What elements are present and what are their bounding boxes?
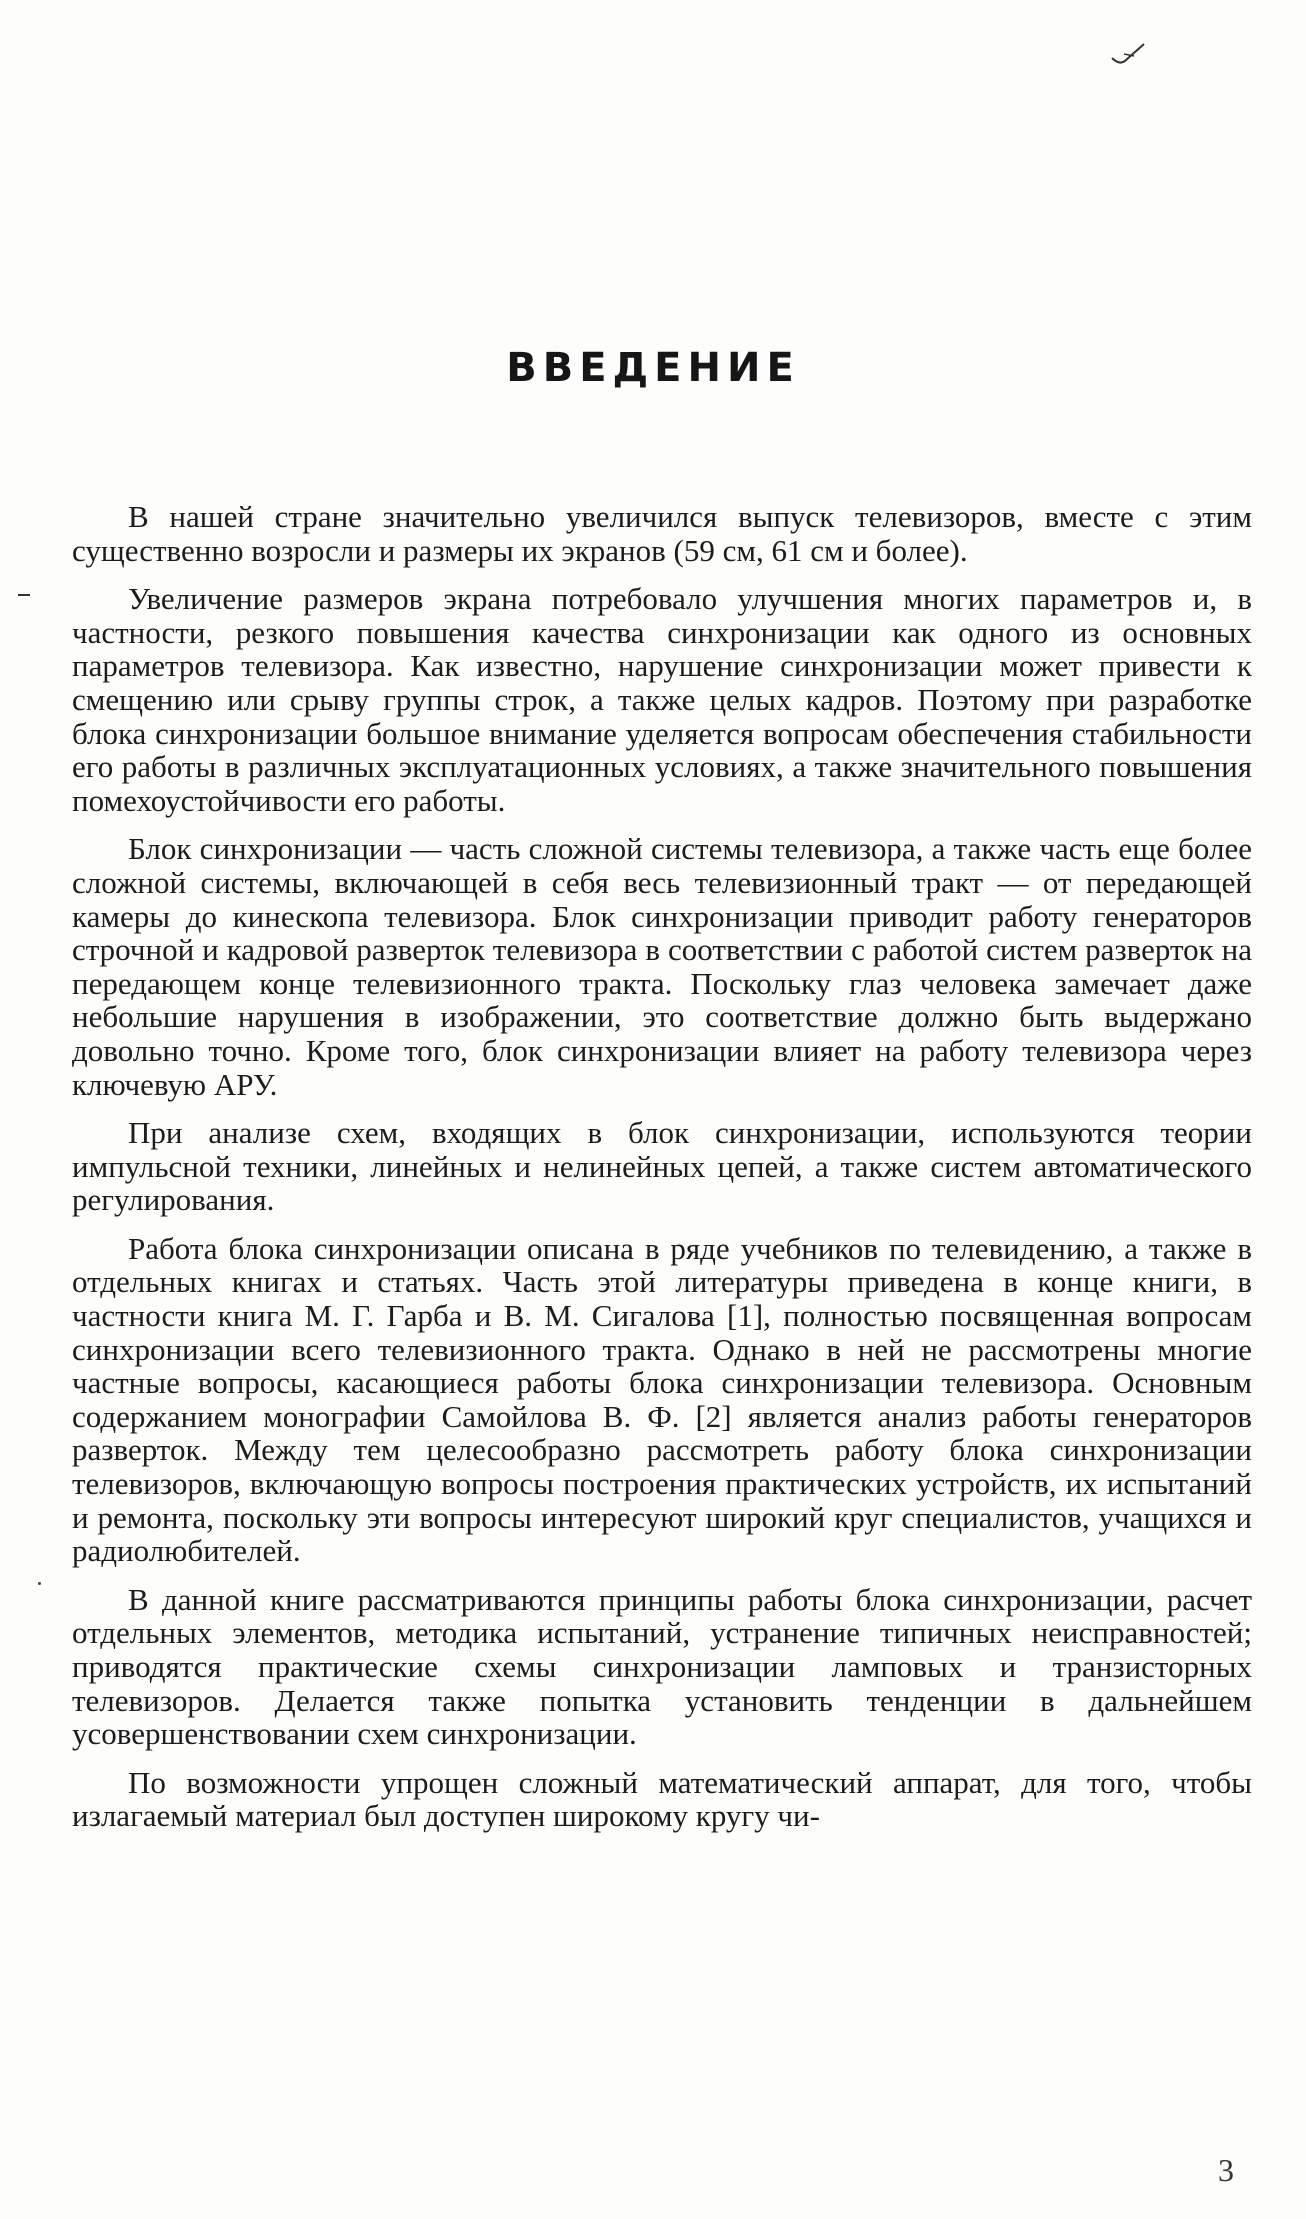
- page-number: 3: [1218, 2152, 1234, 2188]
- margin-dash-mark: [18, 594, 30, 596]
- paragraph: По возможности упрощен сложный математический аппарат, для того, чтобы излагаемый материал был доступен широкому кругу чи-: [72, 1764, 1252, 1834]
- paragraph: При анализе схем, входящих в блок синхронизации, используются теории импульсной техники, линейных и нелинейных цепей, а также систем автоматического регулирования.: [72, 1115, 1252, 1218]
- paragraph: Увеличение размеров экрана потребовало улучшения многих параметров и, в частности, резкого повышения качества синхронизации как одного из основных параметров телевизора. Как известно, нарушение синхронизации может привести к смещению или срыву группы строк, а также целых кадров. Поэтому при разработке блока синхронизации большое внимание уделяется вопросам обеспечения стабильности его работы в различных эксплуатационных условиях, а также значительного повышения помехоустойчивости его работы.: [72, 581, 1252, 818]
- paragraph: Блок синхронизации — часть сложной системы телевизора, а также часть еще более сложной системы, включающей в себя весь телевизионный тракт — от передающей камеры до кинескопа телевизора. Блок синхронизации приводит работу генераторов строчной и кадровой разверток телевизора в соответствии с работой систем разверток на передающем конце телевизионного тракта. Поскольку глаз человека замечает даже небольшие нарушения в изображении, это соответствие должно быть выдержано довольно точно. Кроме того, блок синхронизации влияет на работу телевизора через ключевую АРУ.: [72, 831, 1252, 1102]
- chapter-heading: ВВЕДЕНИЕ: [506, 345, 800, 391]
- handwritten-check-mark: [1110, 40, 1150, 70]
- paragraph: Работа блока синхронизации описана в ряде учебников по телевидению, а также в отдельных книгах и статьях. Часть этой литературы приведена в конце книги, в частности книга М. Г. Гарба и В. М. Сигалова [1], полностью посвященная вопросам синхронизации всего телевизионного тракта. Однако в ней не рассмотрены многие частные вопросы, касающиеся работы блока синхронизации телевизора. Основным содержанием монографии Самойлова В. Ф. [2] является анализ работы генераторов разверток. Между тем целесообразно рассмотреть работу блока синхронизации телевизоров, включающую вопросы построения практических устройств, их испытаний и ремонта, поскольку эти вопросы интересуют широкий круг специалистов, учащихся и радиолюбителей.: [72, 1230, 1252, 1569]
- body-text: [72, 500, 1252, 1848]
- paragraph: В нашей стране значительно увеличился выпуск телевизоров, вместе с этим существенно возросли и размеры их экранов (59 см, 61 см и более).: [72, 499, 1252, 568]
- margin-dot-mark: [38, 1582, 41, 1585]
- paragraph: В данной книге рассматриваются принципы работы блока синхронизации, расчет отдельных элементов, методика испытаний, устранение типичных неисправностей; приводятся практические схемы синхронизации ламповых и транзисторных телевизоров. Делается также попытка установить тенденции в дальнейшем усовершенствовании схем синхронизации.: [72, 1581, 1252, 1752]
